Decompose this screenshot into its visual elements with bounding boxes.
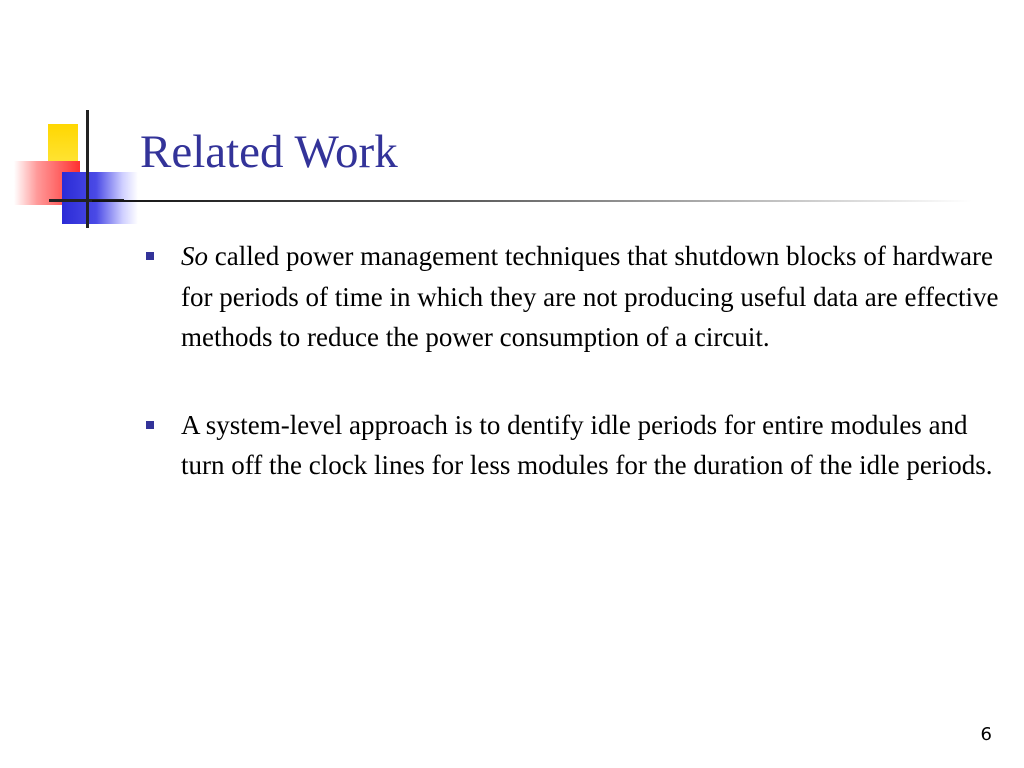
decorative-logo <box>0 0 150 240</box>
title-underline <box>92 200 972 202</box>
bullet-square-icon <box>146 421 154 429</box>
bullet-item <box>146 405 1006 486</box>
page-number: 6 <box>980 724 992 745</box>
bullet-list <box>146 236 1006 486</box>
bullet-square-icon <box>146 252 154 260</box>
slide-title: Related Work <box>140 126 398 178</box>
bullet-emphasis: So <box>181 241 208 271</box>
logo-blue-square <box>62 172 138 224</box>
bullet-item <box>146 236 1006 358</box>
bullet-text: called power management techniques that shutdown blocks of hardware for periods of time in which they are not producing useful data are effective methods to reduce the power consumption of a circuit. <box>181 241 999 352</box>
logo-vertical-line <box>86 110 89 228</box>
bullet-text: A system-level approach is to dentify idle periods for entire modules and turn off the clock lines for less modules for the duration of the idle periods. <box>181 409 993 480</box>
